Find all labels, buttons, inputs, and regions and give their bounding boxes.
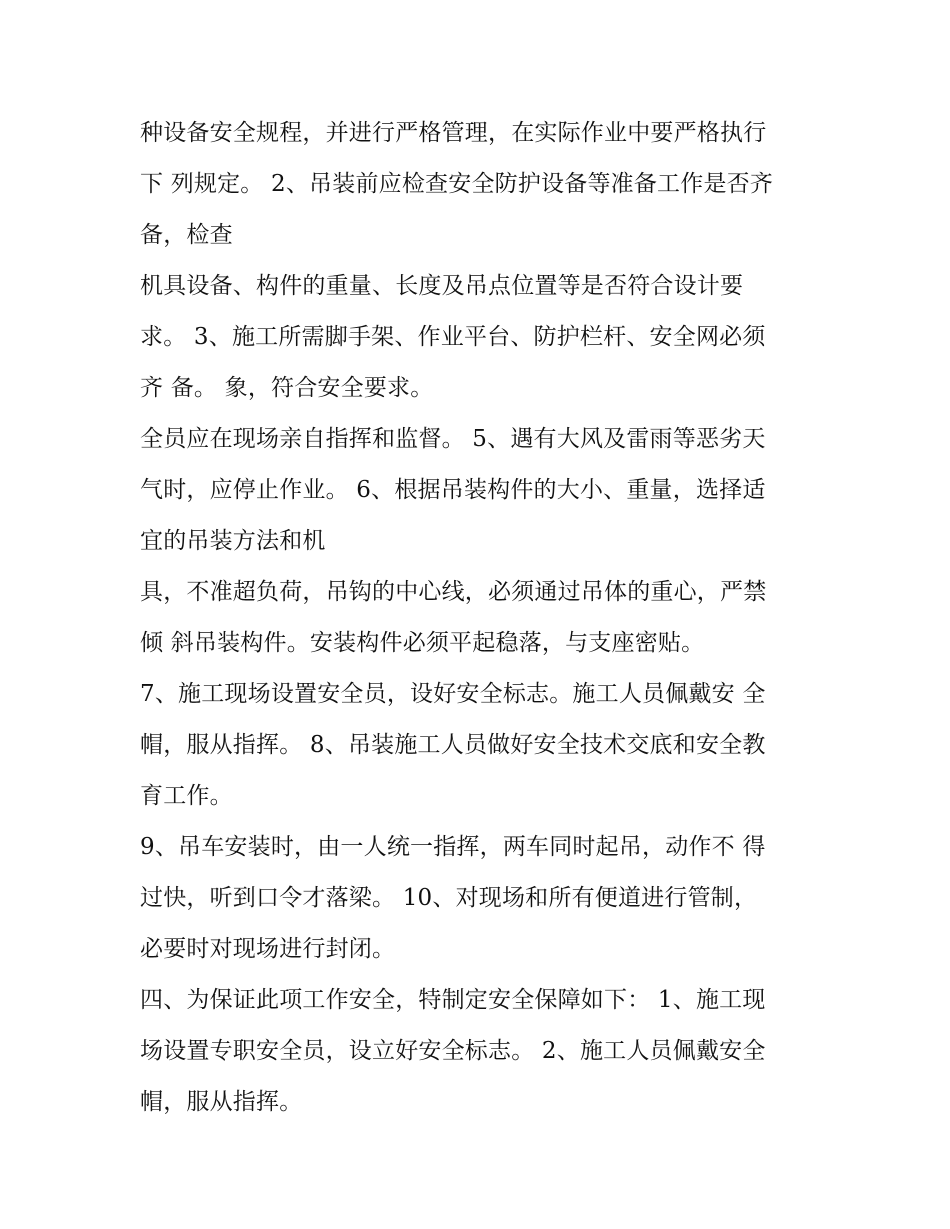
text-line: 9、吊车安装时，由一人统一指挥，两车同时起吊，动作不 得 — [140, 834, 766, 860]
text-line: 下 列规定。 2、吊装前应检查安全防护设备等准备工作是否齐 — [140, 171, 774, 197]
text-line: 7、施工现场设置安全员，设好安全标志。施工人员佩戴安 全 — [140, 681, 766, 707]
text-line: 过快，听到口令才落梁。 10、对现场和所有便道进行管制， — [140, 885, 758, 911]
text-line: 场设置专职安全员，设立好安全标志。 2、施工人员佩戴安全 — [140, 1038, 766, 1064]
text-line: 求。 3、施工所需脚手架、作业平台、防护栏杆、安全网必须 — [140, 324, 766, 350]
text-line: 齐 备。 象，符合安全要求。 — [140, 375, 434, 401]
text-line: 气时，应停止作业。 6、根据吊装构件的大小、重量，选择适 — [140, 477, 766, 503]
text-line: 倾 斜吊装构件。安装构件必须平起稳落，与支座密贴。 — [140, 630, 705, 656]
document-body — [140, 108, 820, 1128]
text-line: 育工作。 — [140, 783, 233, 809]
text-line: 宜的吊装方法和机 — [140, 528, 326, 554]
text-line: 具，不准超负荷，吊钩的中心线，必须通过吊体的重心，严禁 — [140, 579, 767, 605]
text-line: 种设备安全规程，并进行严格管理，在实际作业中要严格执行 — [140, 120, 767, 146]
text-line: 机具设备、构件的重量、长度及吊点位置等是否符合设计要 — [140, 273, 744, 299]
text-line: 备，检查 — [140, 222, 233, 248]
text-line: 四、为保证此项工作安全，特制定安全保障如下： 1、施工现 — [140, 987, 766, 1013]
text-line: 帽，服从指挥。 8、吊装施工人员做好安全技术交底和安全教 — [140, 732, 766, 758]
text-line: 帽，服从指挥。 — [140, 1089, 303, 1115]
text-line: 全员应在现场亲自指挥和监督。 5、遇有大风及雷雨等恶劣天 — [140, 426, 766, 452]
text-line: 必要时对现场进行封闭。 — [140, 936, 396, 962]
